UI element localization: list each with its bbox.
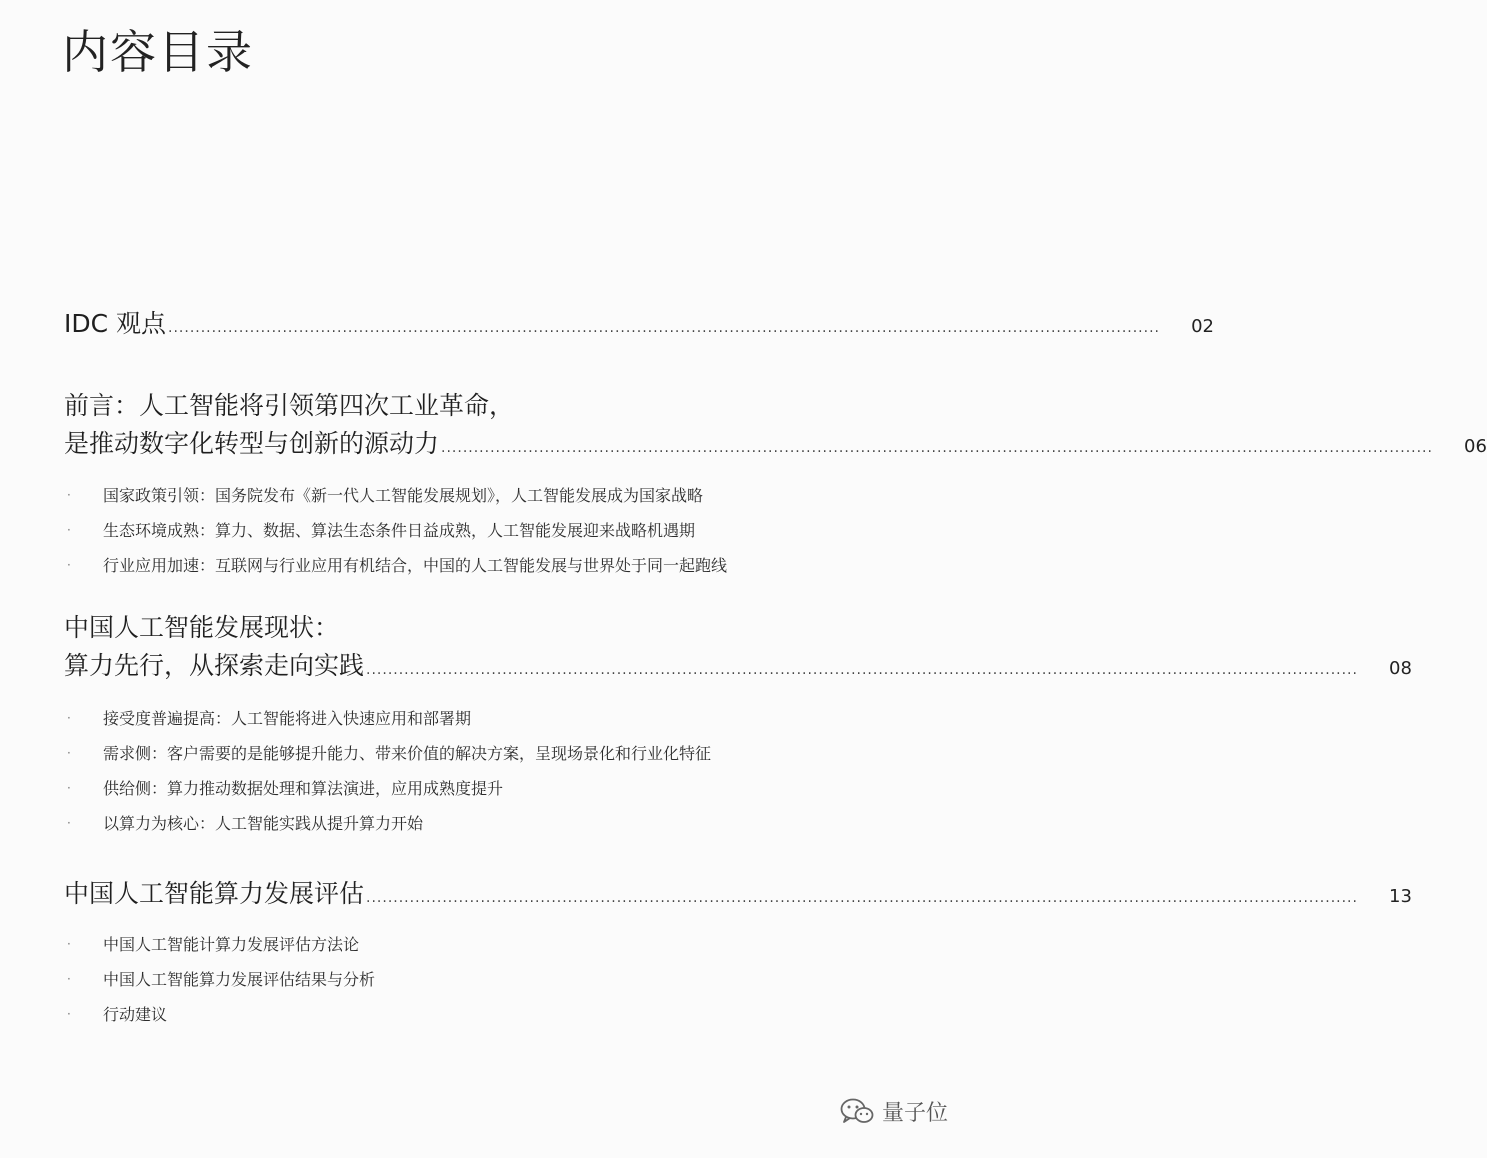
toc-subitem-label: 行业应用加速：互联网与行业应用有机结合，中国的人工智能发展与世界处于同一起跑线 [103,556,728,575]
toc-subitem-label: 供给侧：算力推动数据处理和算法演进，应用成熟度提升 [103,779,504,798]
bullet: · [67,710,71,725]
toc-subitem-label: 接受度普遍提高：人工智能将进入快速应用和部署期 [103,709,472,728]
page-number: 02 [1191,316,1214,337]
toc-entry-evaluation[interactable] [64,875,1412,917]
dot-leader: ...................................................................................................................................................................................... [441,440,1433,456]
toc-subitem[interactable] [64,996,914,1031]
toc-subitem[interactable] [64,512,914,547]
toc-subitem[interactable] [64,961,914,996]
dot-leader: ...................................................................................................................................................................................... [366,662,1358,678]
page-number: 06 [1464,436,1487,457]
toc-subitem-label: 中国人工智能算力发展评估结果与分析 [103,970,376,989]
dot-leader: ...................................................................................................................................................................................... [168,320,1160,336]
toc-subitem-label: 中国人工智能计算力发展评估方法论 [103,935,360,954]
toc-subitem-label: 以算力为核心：人工智能实践从提升算力开始 [103,814,424,833]
bullet: · [67,745,71,760]
toc-subitem-label: 生态环境成熟：算力、数据、算法生态条件日益成熟，人工智能发展迎来战略机遇期 [103,521,696,540]
toc-entry-status[interactable] [64,609,1412,689]
toc-subitem[interactable] [64,700,914,735]
bullet: · [67,1006,71,1021]
bullet: · [67,780,71,795]
toc-subitem[interactable] [64,735,914,770]
bullet: · [67,557,71,572]
bullet: · [67,936,71,951]
toc-subitem[interactable] [64,926,914,961]
dot-leader: ...................................................................................................................................................................................... [366,890,1358,906]
toc-entry-title: 中国人工智能算力发展评估 [64,879,365,908]
toc-entry-title-line-2: 算力先行，从探索走向实践 [64,651,365,680]
toc-entry-preface[interactable] [64,387,1487,467]
bullet: · [67,522,71,537]
status-subitems [64,700,914,840]
toc-subitem-label: 国家政策引领：国务院发布《新一代人工智能发展规划》，人工智能发展成为国家战略 [103,486,704,505]
toc-entry-title-line-1: 中国人工智能发展现状： [64,613,340,642]
watermark [840,1096,948,1127]
toc-subitem[interactable] [64,805,914,840]
toc-entry-idc[interactable] [64,305,1214,347]
page-number: 13 [1389,886,1412,907]
toc-subitem-label: 行动建议 [103,1005,168,1024]
toc-subitem-label: 需求侧：客户需要的是能够提升能力、带来价值的解决方案，呈现场景化和行业化特征 [103,744,712,763]
preface-subitems [64,477,914,582]
watermark-text: 量子位 [882,1101,949,1126]
toc-subitem[interactable] [64,477,914,512]
toc-entry-title-line-2: 是推动数字化转型与创新的源动力 [64,429,440,458]
page-title: 内容目录 [62,25,254,79]
evaluation-subitems [64,926,914,1031]
toc-entry-title-line-1: 前言：人工智能将引领第四次工业革命， [64,391,515,420]
toc-subitem[interactable] [64,547,914,582]
bullet: · [67,815,71,830]
bullet: · [67,971,71,986]
page-number: 08 [1389,658,1412,679]
bullet: · [67,487,71,502]
toc-subitem[interactable] [64,770,914,805]
wechat-icon [840,1098,874,1126]
toc-entry-title: IDC 观点 [64,309,167,338]
